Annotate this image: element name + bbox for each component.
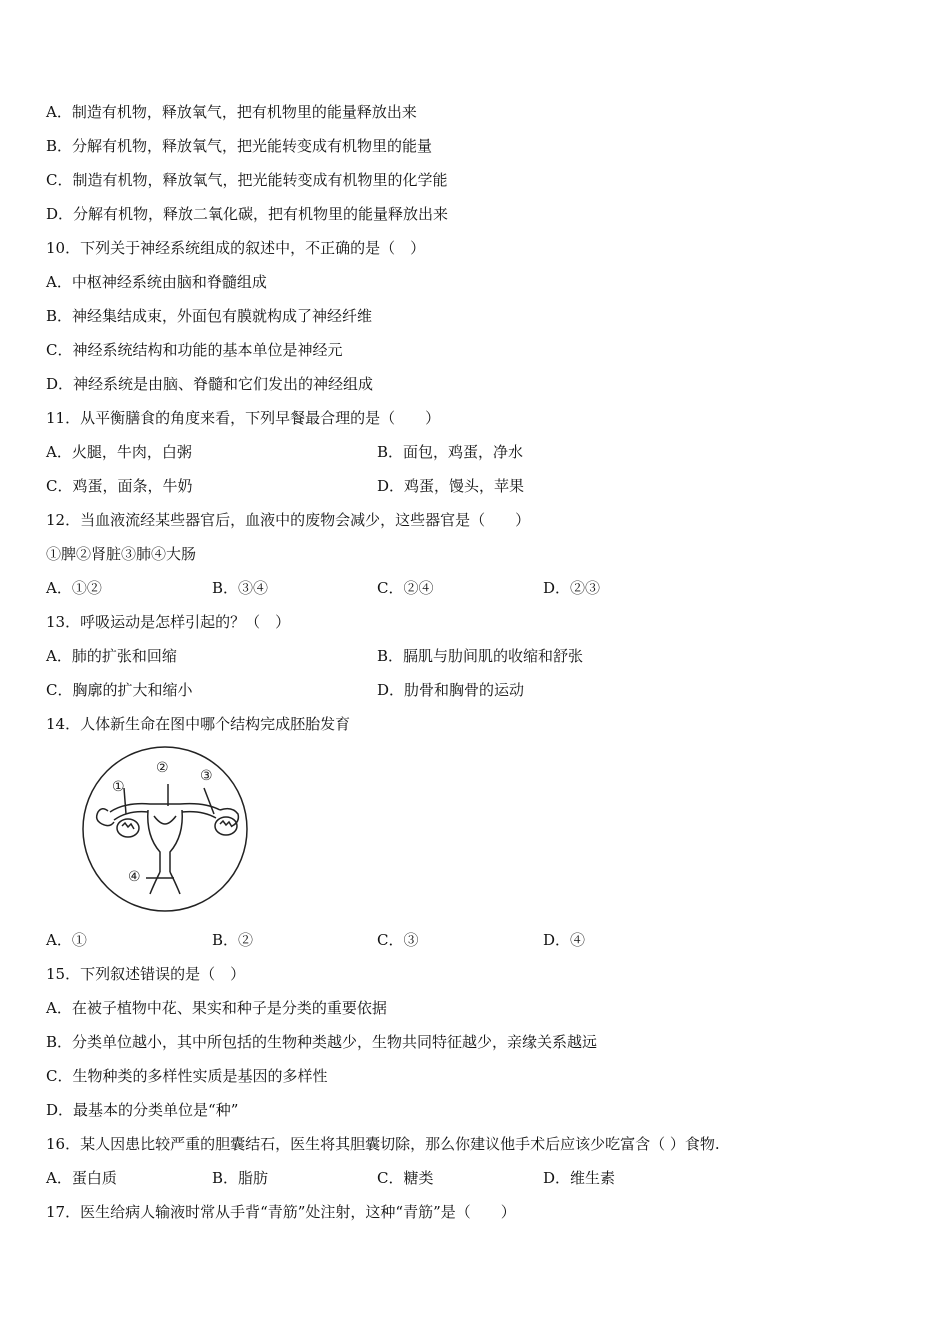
q13-options-row-2 xyxy=(46,680,916,700)
q10-option-c: C．神经系统结构和功能的基本单位是神经元 xyxy=(46,341,343,359)
q11-option-b: B．面包，鸡蛋，净水 xyxy=(377,443,524,461)
q9-option-c: C．制造有机物，释放氧气，把光能转变成有机物里的化学能 xyxy=(46,171,448,189)
q13-option-a: A．肺的扩张和回缩 xyxy=(46,647,177,665)
q11-option-c: C．鸡蛋，面条，牛奶 xyxy=(46,477,193,495)
q10-option-b: B．神经集结成束，外面包有膜就构成了神经纤维 xyxy=(46,307,373,325)
q13-stem: 13．呼吸运动是怎样引起的？（ ） xyxy=(46,613,291,631)
q12-options-row xyxy=(46,578,916,598)
q14-option-b: B．② xyxy=(212,931,254,949)
q13-options-row-1 xyxy=(46,646,916,666)
q16-option-c: C．糖类 xyxy=(377,1169,434,1187)
q11-stem: 11．从平衡膳食的角度来看，下列早餐最合理的是（ ） xyxy=(46,409,441,427)
q12-option-c: C．②④ xyxy=(377,579,434,597)
q16-option-b: B．脂肪 xyxy=(212,1169,269,1187)
q11-option-d: D．鸡蛋，馒头，苹果 xyxy=(377,477,525,495)
q12-option-a: A．①② xyxy=(46,579,102,597)
figure-label-1: ① xyxy=(112,779,125,795)
q16-option-d: D．维生素 xyxy=(543,1169,616,1187)
uterus-cavity xyxy=(154,816,176,824)
q9-option-d: D．分解有机物，释放二氧化碳，把有机物里的能量释放出来 xyxy=(46,205,449,223)
q12-items: ①脾②肾脏③肺④大肠 xyxy=(46,545,197,563)
q10-option-d: D．神经系统是由脑、脊髓和它们发出的神经组成 xyxy=(46,375,374,393)
figure-label-4: ④ xyxy=(128,869,141,885)
figure-label-3: ③ xyxy=(200,768,213,784)
q14-option-c: C．③ xyxy=(377,931,419,949)
q13-option-d: D．肋骨和胸骨的运动 xyxy=(377,681,525,699)
q15-stem: 15．下列叙述错误的是（ ） xyxy=(46,965,246,983)
vagina xyxy=(150,872,180,894)
q11-options-row-2 xyxy=(46,476,916,496)
uterus-body xyxy=(148,810,183,872)
q15-option-d: D．最基本的分类单位是“种” xyxy=(46,1101,239,1119)
left-ovary-texture xyxy=(122,823,134,829)
q16-stem: 16．某人因患比较严重的胆囊结石，医生将其胆囊切除，那么你建议他手术后应该少吃富含（ ）食物. xyxy=(46,1135,720,1153)
q16-options-row xyxy=(46,1168,916,1188)
q16-option-a: A．蛋白质 xyxy=(46,1169,117,1187)
q12-stem: 12．当血液流经某些器官后，血液中的废物会减少，这些器官是（ ） xyxy=(46,511,531,529)
q12-option-b: B．③④ xyxy=(212,579,269,597)
q15-option-a: A．在被子植物中花、果实和种子是分类的重要依据 xyxy=(46,999,387,1017)
q14-option-a: A．① xyxy=(46,931,87,949)
right-ovary-texture xyxy=(220,821,232,827)
q11-option-a: A．火腿，牛肉，白粥 xyxy=(46,443,192,461)
q9-option-a: A．制造有机物，释放氧气，把有机物里的能量释放出来 xyxy=(46,103,417,121)
q11-options-row-1 xyxy=(46,442,916,462)
q14-options-row xyxy=(46,930,916,950)
q15-option-c: C．生物种类的多样性实质是基因的多样性 xyxy=(46,1067,328,1085)
q14-option-d: D．④ xyxy=(543,931,586,949)
q14-stem: 14．人体新生命在图中哪个结构完成胚胎发育 xyxy=(46,715,351,733)
q13-option-b: B．膈肌与肋间肌的收缩和舒张 xyxy=(377,647,584,665)
q15-option-b: B．分类单位越小，其中所包括的生物种类越少，生物共同特征越少，亲缘关系越远 xyxy=(46,1033,598,1051)
q13-option-c: C．胸廓的扩大和缩小 xyxy=(46,681,193,699)
q12-option-d: D．②③ xyxy=(543,579,601,597)
q9-option-b: B．分解有机物，释放氧气，把光能转变成有机物里的能量 xyxy=(46,137,433,155)
figure-label-2: ② xyxy=(156,760,169,776)
q10-option-a: A．中枢神经系统由脑和脊髓组成 xyxy=(46,273,267,291)
uterus-diagram xyxy=(80,744,250,914)
arrow-3 xyxy=(204,788,214,814)
q10-stem: 10．下列关于神经系统组成的叙述中，不正确的是（ ） xyxy=(46,239,426,257)
q17-stem: 17．医生给病人输液时常从手背“青筋”处注射，这种“青筋”是（ ） xyxy=(46,1203,516,1221)
